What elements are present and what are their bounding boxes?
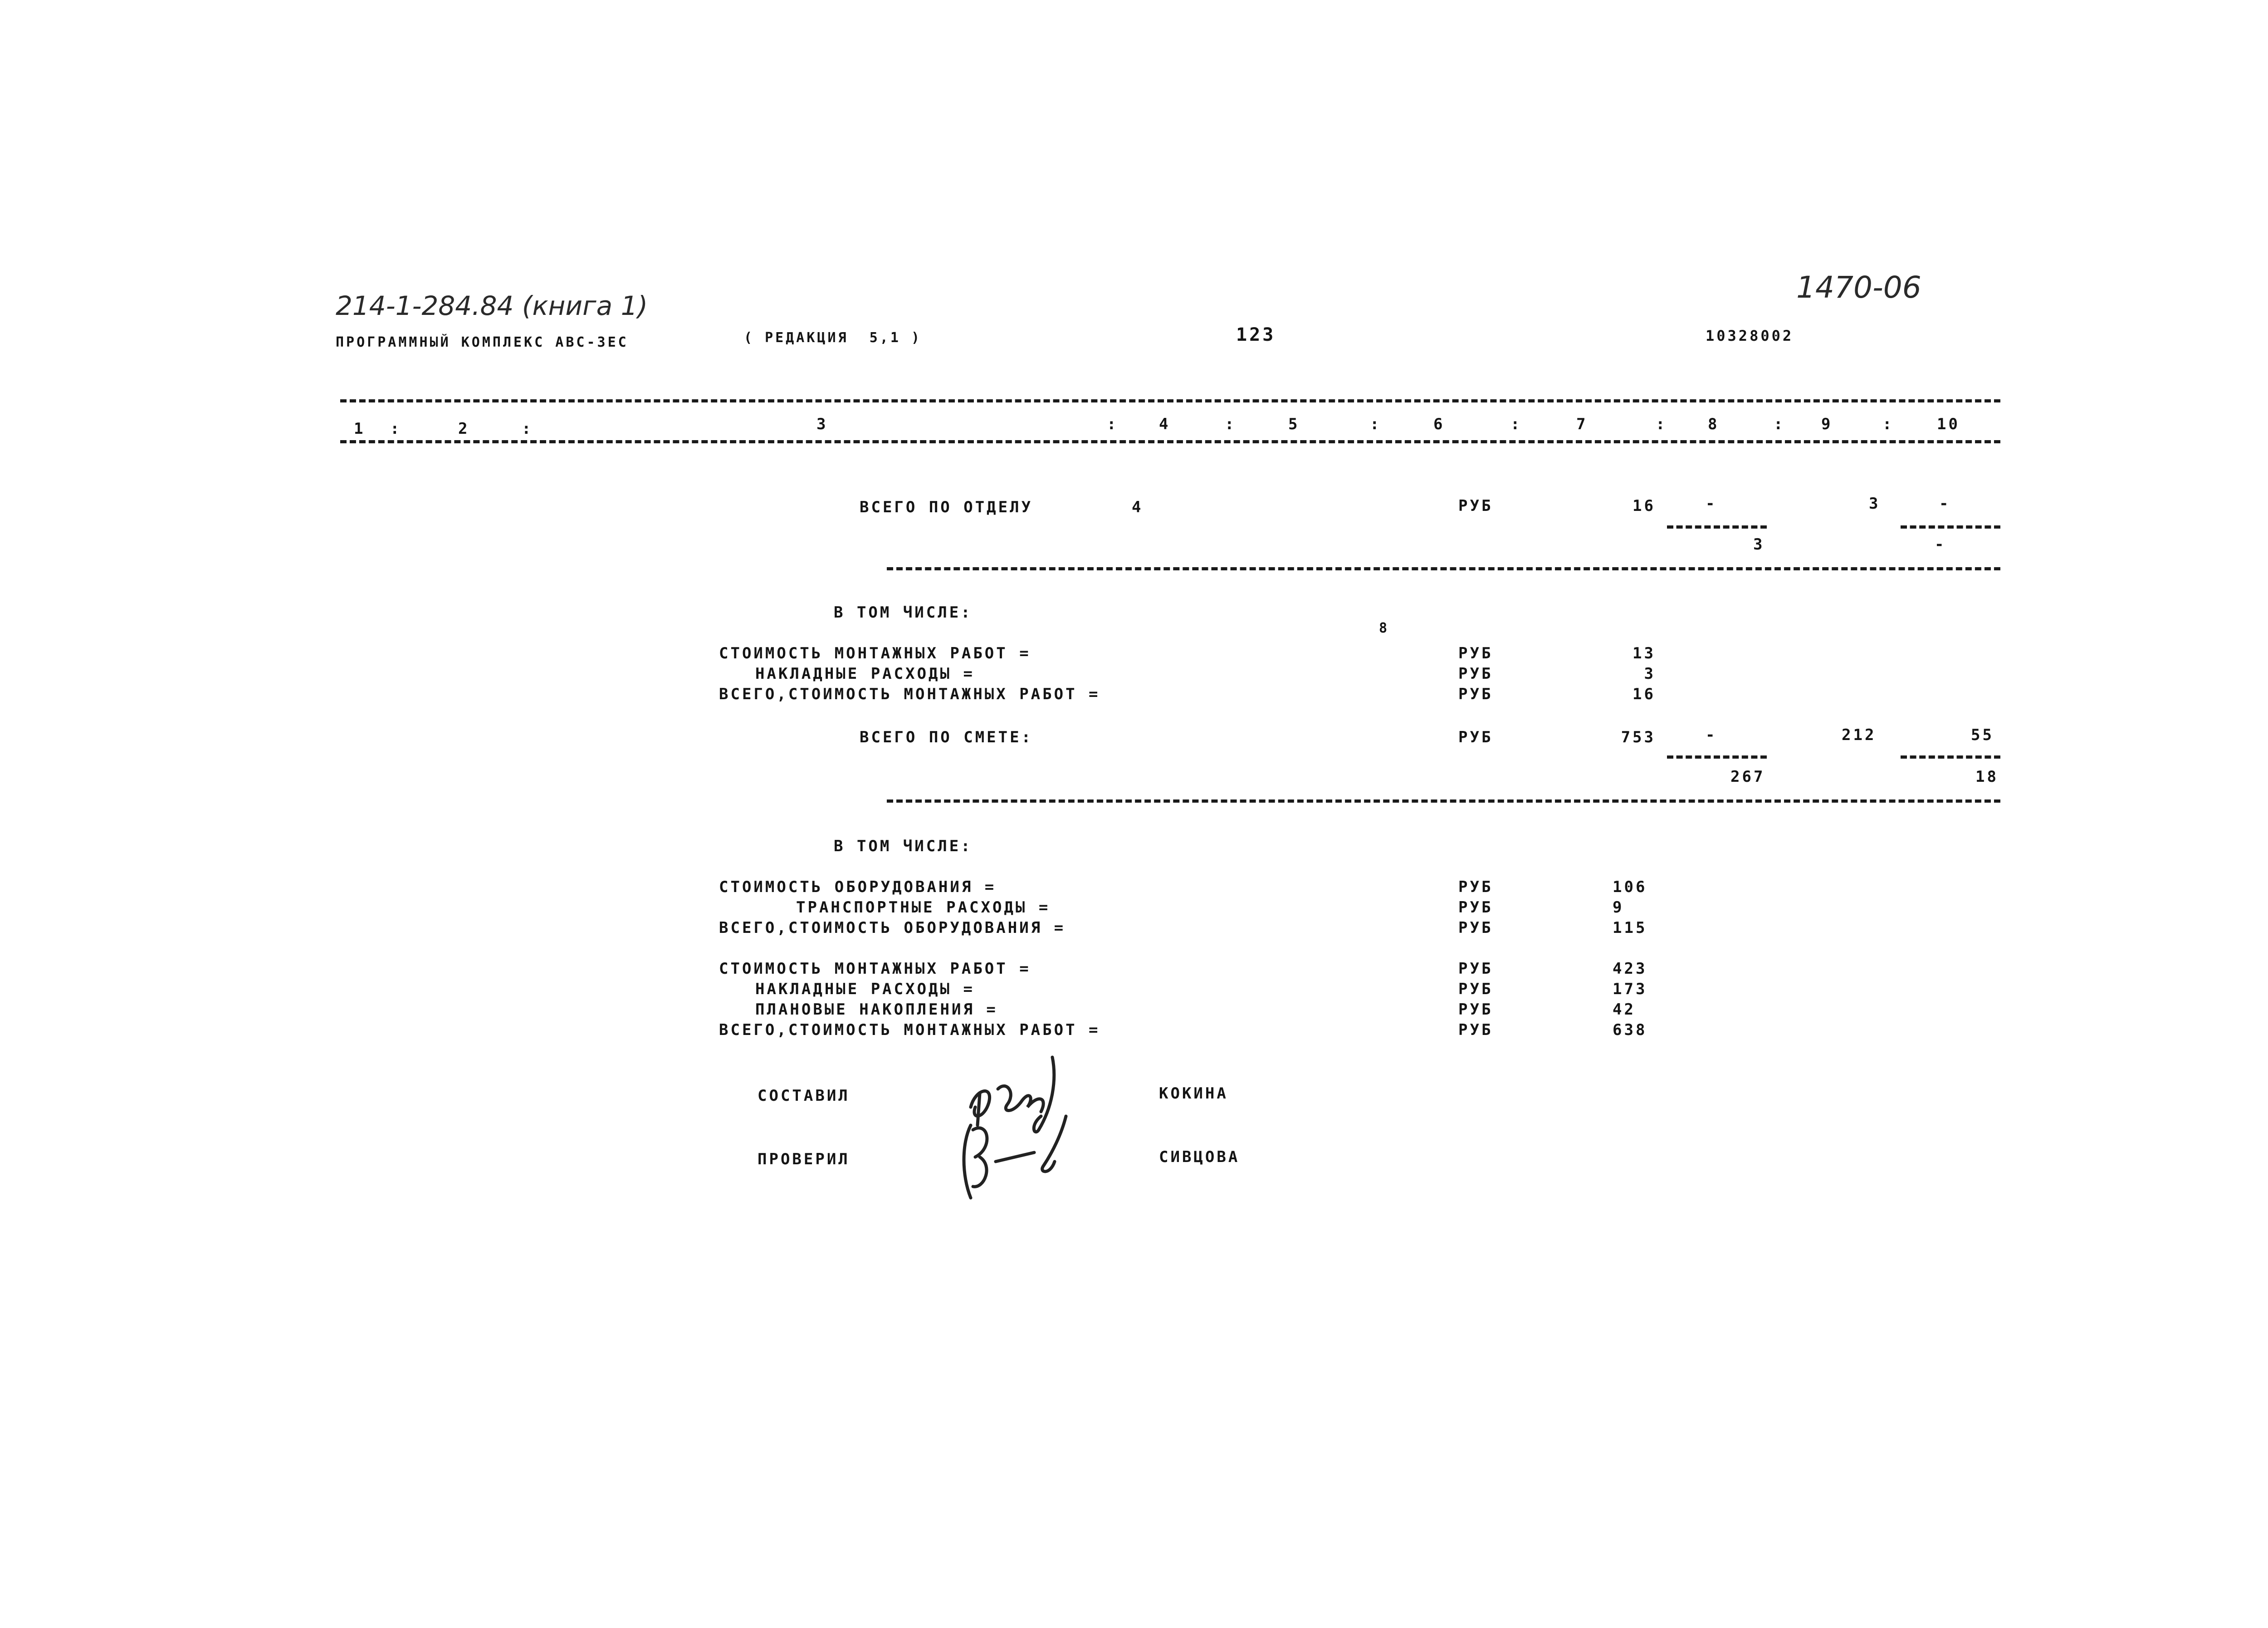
program-name: ПРОГРАММНЫЙ КОМПЛЕКС АВС-3ЕС <box>336 334 629 350</box>
stray-mark: 8 <box>1379 620 1390 636</box>
department-total-col10-dash: - <box>1939 495 1951 513</box>
column-number-9: 9 <box>1821 415 1833 433</box>
column-separator: : <box>1774 415 1785 433</box>
department-number: 4 <box>1132 498 1144 516</box>
row-label: СТОИМОСТЬ ОБОРУДОВАНИЯ = <box>719 878 997 896</box>
column-separator: : <box>1656 415 1667 433</box>
column-separator: : <box>1510 415 1522 433</box>
row-unit: РУБ <box>1458 878 1493 896</box>
column-number-7: 7 <box>1576 415 1588 433</box>
row-unit: РУБ <box>1458 1021 1493 1039</box>
department-total-col8-dash: - <box>1706 495 1717 513</box>
row-unit: РУБ <box>1458 919 1493 937</box>
row-value: 42 <box>1613 1000 1636 1019</box>
row-label: СТОИМОСТЬ МОНТАЖНЫХ РАБОТ = <box>719 644 1031 662</box>
estimate-total-col7: 753 <box>1621 728 1656 746</box>
including-heading: В ТОМ ЧИСЛЕ: <box>834 837 973 855</box>
compiled-by-name: КОКИНА <box>1159 1084 1228 1103</box>
column-separator: : <box>1225 415 1237 433</box>
row-label: ПЛАНОВЫЕ НАКОПЛЕНИЯ = <box>755 1000 998 1019</box>
column-number-5: 5 <box>1288 415 1300 433</box>
department-total-col9: 3 <box>1869 495 1881 513</box>
checked-by-name: СИВЦОВА <box>1159 1148 1240 1166</box>
row-label: НАКЛАДНЫЕ РАСХОДЫ = <box>755 980 975 998</box>
subtotal-rule <box>1901 525 2000 529</box>
department-total-col7: 16 <box>1633 497 1656 515</box>
estimate-total-col9: 212 <box>1842 726 1877 744</box>
estimate-total-col8-dash: - <box>1706 726 1717 744</box>
subtotal-rule <box>1901 755 2000 759</box>
column-number-1: 1 <box>354 420 366 438</box>
column-separator: : <box>1370 415 1382 433</box>
signature-checked <box>953 1107 1098 1211</box>
column-separator: : <box>1882 415 1894 433</box>
handwritten-code: 214-1-284.84 (книга 1) <box>336 290 648 321</box>
estimate-total-label: ВСЕГО ПО СМЕТЕ: <box>860 728 1033 746</box>
table-header-bottom-rule <box>340 440 2000 443</box>
row-label: ВСЕГО,СТОИМОСТЬ ОБОРУДОВАНИЯ = <box>719 919 1066 937</box>
subtotal-rule <box>1667 525 1767 529</box>
row-value: 423 <box>1613 960 1647 978</box>
estimate-subtotal-col8: 267 <box>1730 768 1765 786</box>
row-value: 3 <box>1644 665 1656 683</box>
including-heading: В ТОМ ЧИСЛЕ: <box>834 603 973 622</box>
row-unit: РУБ <box>1458 665 1493 683</box>
column-number-2: 2 <box>458 420 470 438</box>
row-label: ВСЕГО,СТОИМОСТЬ МОНТАЖНЫХ РАБОТ = <box>719 685 1100 703</box>
department-subtotal-col10: - <box>1935 535 1946 554</box>
column-separator: : <box>522 420 533 438</box>
handwritten-doc-number: 1470-06 <box>1796 270 1921 305</box>
compiled-by-label: СОСТАВИЛ <box>758 1087 850 1105</box>
row-value: 106 <box>1613 878 1647 896</box>
department-total-unit: РУБ <box>1458 497 1493 515</box>
department-total-label: ВСЕГО ПО ОТДЕЛУ <box>860 498 1033 516</box>
row-value: 9 <box>1613 898 1624 917</box>
row-unit: РУБ <box>1458 960 1493 978</box>
subtotal-rule <box>1667 755 1767 759</box>
row-label: НАКЛАДНЫЕ РАСХОДЫ = <box>755 665 975 683</box>
row-value: 638 <box>1613 1021 1647 1039</box>
column-number-6: 6 <box>1433 415 1445 433</box>
row-unit: РУБ <box>1458 1000 1493 1019</box>
column-separator: : <box>390 420 402 438</box>
column-number-10: 10 <box>1937 415 1960 433</box>
row-unit: РУБ <box>1458 980 1493 998</box>
row-value: 115 <box>1613 919 1647 937</box>
checked-by-label: ПРОВЕРИЛ <box>758 1150 850 1168</box>
column-number-4: 4 <box>1159 415 1171 433</box>
row-value: 173 <box>1613 980 1647 998</box>
section-rule <box>887 799 2000 803</box>
row-unit: РУБ <box>1458 644 1493 662</box>
row-unit: РУБ <box>1458 898 1493 917</box>
row-label: ТРАНСПОРТНЫЕ РАСХОДЫ = <box>796 898 1051 917</box>
row-unit: РУБ <box>1458 685 1493 703</box>
page-number: 123 <box>1236 324 1276 345</box>
row-value: 13 <box>1633 644 1656 662</box>
document-code: 10328002 <box>1706 327 1794 344</box>
column-number-8: 8 <box>1708 415 1720 433</box>
department-subtotal-col8: 3 <box>1753 535 1765 554</box>
section-rule <box>887 567 2000 570</box>
row-label: СТОИМОСТЬ МОНТАЖНЫХ РАБОТ = <box>719 960 1031 978</box>
column-separator: : <box>1107 415 1119 433</box>
column-number-3: 3 <box>816 415 828 433</box>
row-label: ВСЕГО,СТОИМОСТЬ МОНТАЖНЫХ РАБОТ = <box>719 1021 1100 1039</box>
revision-label: ( РЕДАКЦИЯ 5,1 ) <box>744 330 922 346</box>
estimate-total-col10: 55 <box>1971 726 1994 744</box>
table-header-top-rule <box>340 399 2000 402</box>
estimate-subtotal-col10: 18 <box>1975 768 1999 786</box>
row-value: 16 <box>1633 685 1656 703</box>
estimate-total-unit: РУБ <box>1458 728 1493 746</box>
